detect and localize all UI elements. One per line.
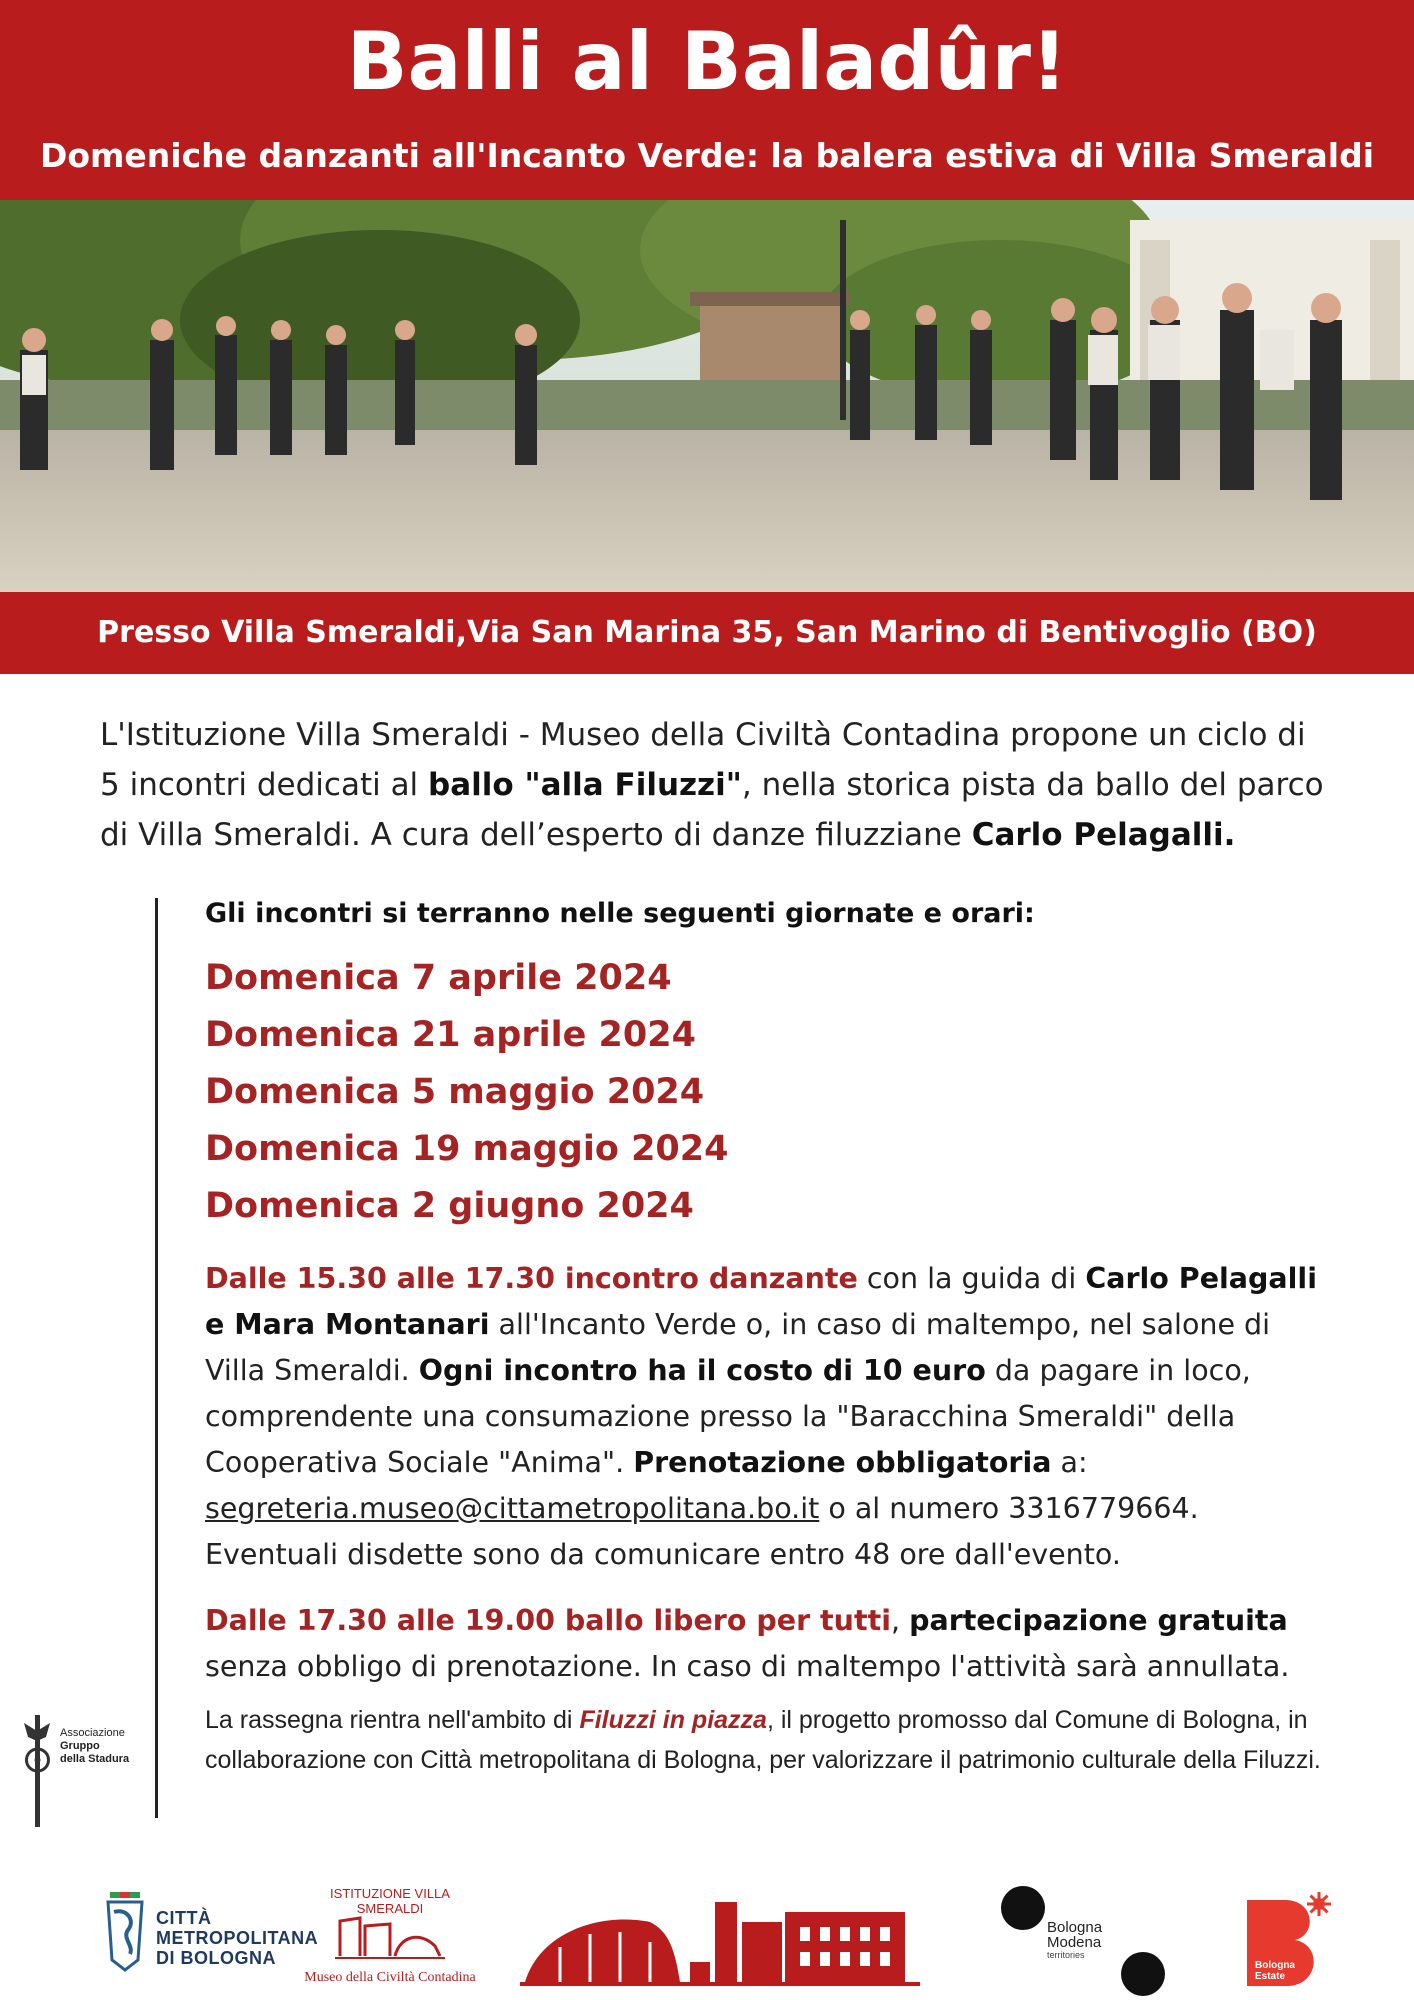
stadura-icon <box>18 1715 58 1830</box>
footer-note-text-2: , il progetto promosso dal Comune di Bologna, in collaborazione con Città metropolitana di Bologna, per valorizzare il patrimonio culturale della Filuzzi. <box>205 1706 1321 1774</box>
bm-line-3: territories <box>1047 1950 1085 1960</box>
villa-smeraldi-sketch-icon <box>330 1906 450 1966</box>
footer-note <box>205 1700 1335 1780</box>
footer-note-text-1: La rassegna rientra nell'ambito di <box>205 1706 580 1734</box>
intro-bold-1: ballo "alla Filuzzi" <box>428 767 742 803</box>
session-1-text-4: a: <box>1051 1446 1088 1479</box>
cm-line-2: METROPOLITANA <box>156 1928 319 1948</box>
booking-email-link[interactable]: segreteria.museo@cittametropolitana.bo.it <box>205 1492 820 1525</box>
session-1-text-2: all'Incanto Verde o, in caso di maltempo, nel salone di Villa Smeraldi. <box>205 1308 1271 1387</box>
session-1-text-3: da pagare in loco, comprendente una consumazione presso la "Baracchina Smeraldi" della Cooperativa Sociale "Anima". <box>205 1354 1251 1479</box>
dance-photo <box>0 200 1414 592</box>
dates-list <box>205 950 729 1235</box>
session-1-text-5: o al numero 3316779664. Eventuali disdette sono da comunicare entro 48 ore dall'evento. <box>205 1492 1199 1571</box>
cm-line-1: CITTÀ <box>156 1908 212 1928</box>
schedule-divider <box>155 898 158 1818</box>
cm-line-3: DI BOLOGNA <box>156 1948 276 1968</box>
session-2-text-2: senza obbligo di prenotazione. In caso di maltempo l'attività sarà annullata. <box>205 1650 1290 1683</box>
bologna-modena-logo <box>995 1878 1165 1998</box>
session-1-booking: Prenotazione obbligatoria <box>633 1446 1052 1479</box>
intro-text-1: L'Istituzione Villa Smeraldi - Museo della Civiltà Contadina propone un ciclo di 5 incontri dedicati al <box>100 717 1306 803</box>
header-banner <box>0 0 1414 200</box>
page-title: Balli al Baladûr! <box>346 15 1068 108</box>
session-2-free: partecipazione gratuita <box>909 1604 1288 1637</box>
session-1-guides: Carlo Pelagalli e Mara Montanari <box>205 1262 1317 1341</box>
footer-note-project: Filuzzi in piazza <box>579 1706 767 1734</box>
bm-line-2: Modena <box>1047 1934 1102 1951</box>
citta-metropolitana-logo <box>100 1890 319 1980</box>
association-logo <box>18 1715 138 1830</box>
bm-line-1: Bologna <box>1047 1919 1103 1936</box>
session-1-paragraph <box>205 1256 1335 1578</box>
villa-smeraldi-title: ISTITUZIONE VILLA SMERALDI <box>330 1886 450 1916</box>
page-subtitle: Domeniche danzanti all'Incanto Verde: la balera estiva di Villa Smeraldi <box>39 136 1375 175</box>
dance-photo-illustration <box>0 200 1414 592</box>
date-item: Domenica 5 maggio 2024 <box>205 1072 705 1112</box>
be-line-2: Estate <box>1255 1971 1286 1982</box>
bologna-estate-text <box>1255 1960 1295 1982</box>
citta-metropolitana-text <box>156 1908 318 1968</box>
be-line-1: Bologna <box>1255 1960 1295 1971</box>
association-line-3: della Stadura <box>60 1753 130 1765</box>
dragon-emblem-icon <box>100 1890 150 1975</box>
date-item: Domenica 19 maggio 2024 <box>205 1129 729 1169</box>
session-2-text-1: , <box>890 1604 910 1637</box>
villa-smeraldi-subtitle: Museo della Civiltà Contadina <box>304 1970 476 1985</box>
skyline-icon <box>520 1892 920 1992</box>
session-1-text-1: con la guida di <box>857 1262 1086 1295</box>
sponsor-logos <box>0 1870 1414 2000</box>
association-line-2: Gruppo <box>60 1740 100 1752</box>
bologna-modena-text <box>1047 1920 1102 1960</box>
bologna-estate-logo <box>1245 1890 1335 1990</box>
schedule-intro: Gli incontri si terranno nelle seguenti giornate e orari: <box>205 898 1035 929</box>
date-item: Domenica 21 aprile 2024 <box>205 1015 696 1055</box>
intro-paragraph <box>100 710 1330 860</box>
intro-bold-2: Carlo Pelagalli. <box>971 817 1236 853</box>
session-2-paragraph <box>205 1598 1335 1690</box>
villa-smeraldi-logo <box>300 1886 480 1986</box>
bologna-skyline-logo <box>520 1892 920 1992</box>
session-1-time: Dalle 15.30 alle 17.30 incontro danzante <box>205 1262 858 1295</box>
association-name <box>60 1727 129 1766</box>
date-item: Domenica 2 giugno 2024 <box>205 1186 694 1226</box>
session-1-cost: Ogni incontro ha il costo di 10 euro <box>418 1354 986 1387</box>
session-2-time: Dalle 17.30 alle 19.00 ballo libero per tutti <box>205 1604 891 1637</box>
address-banner: Presso Villa Smeraldi,Via San Marina 35, San Marino di Bentivoglio (BO) <box>0 592 1414 674</box>
intro-text-2: , nella storica pista da ballo del parco di Villa Smeraldi. A cura dell’esperto di danze filuzziane <box>100 767 1324 853</box>
date-item: Domenica 7 aprile 2024 <box>205 958 672 998</box>
association-line-1: Associazione <box>60 1727 125 1739</box>
